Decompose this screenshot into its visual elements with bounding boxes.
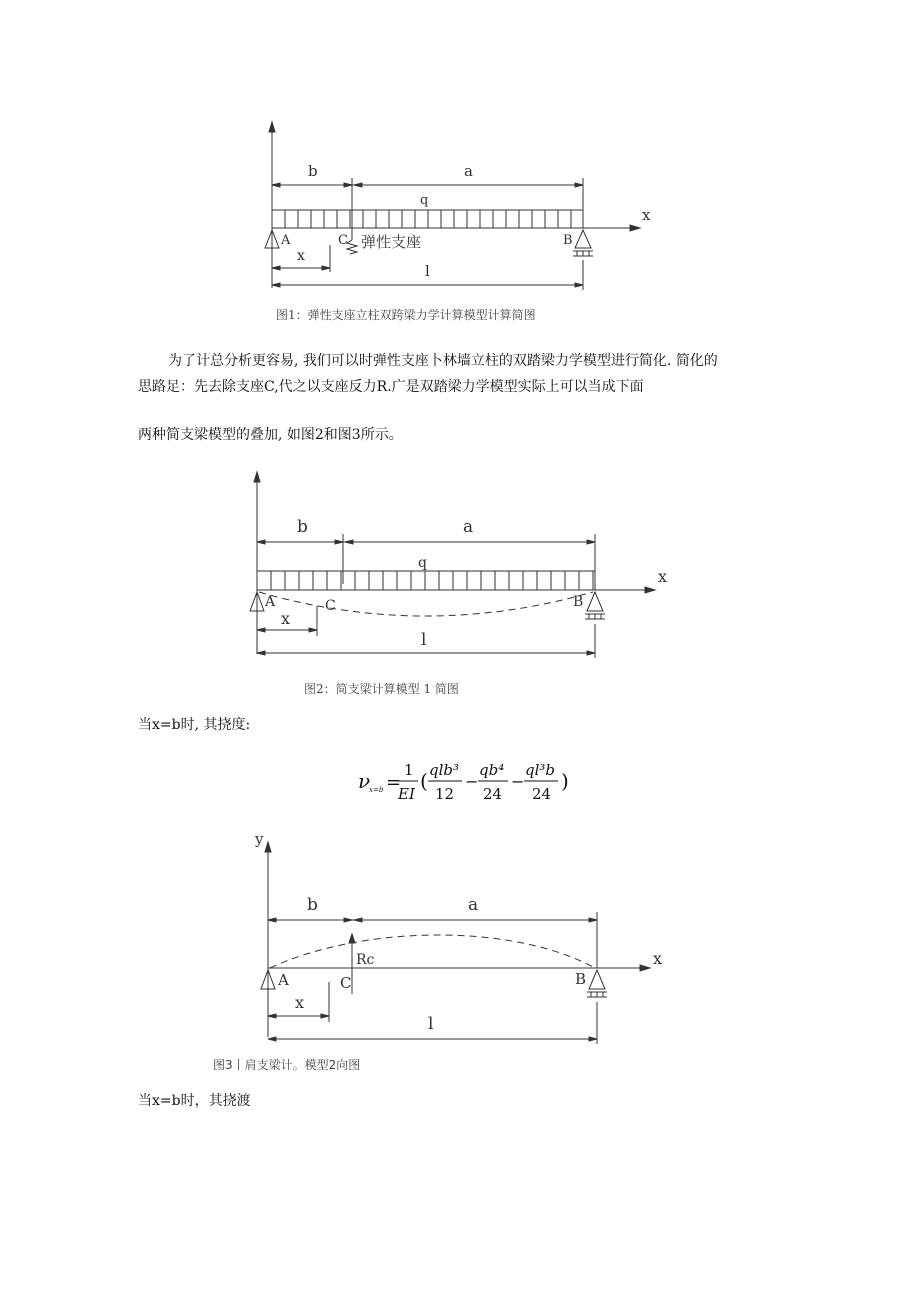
fig2-label-C: C <box>325 598 336 614</box>
formula-t2-den: 24 <box>483 785 503 803</box>
formula-t1-num: qlb³ <box>429 761 460 779</box>
fig3-label-C: C <box>340 974 352 992</box>
fig2-label-q: q <box>418 555 427 571</box>
figure-3-caption: 图3丨肩支梁计。模型2向图 <box>213 1058 361 1072</box>
fig2-axis-x: x <box>658 567 668 586</box>
paragraph-1-line-2: 思路足：先去除支座C,代之以支座反力R.广是双踏梁力学模型实际上可以当成下面 <box>138 379 644 395</box>
fig3-label-Rc: Rc <box>356 952 375 968</box>
fig3-axis-y: y <box>255 830 264 848</box>
formula-t3-num: ql³b <box>525 761 556 779</box>
when-xb-text-2: 当x=b时，其挠渡 <box>138 1093 251 1109</box>
fig2-label-x: x <box>281 609 291 628</box>
figure-1-diagram <box>250 110 680 300</box>
formula-minus-1: − <box>465 772 479 791</box>
figure-1-caption: 图1：弹性支座立柱双跨梁力学计算模型计算简图 <box>276 308 536 322</box>
figure-3-diagram <box>240 822 680 1057</box>
fig1-axis-x: x <box>642 206 651 224</box>
fig1-label-b: b <box>308 162 318 180</box>
formula-t3-den: 24 <box>532 785 552 803</box>
fig2-label-B: B <box>573 594 584 610</box>
fig1-label-x: x <box>297 248 305 264</box>
fig3-label-a: a <box>468 895 479 915</box>
fig1-label-q: q <box>420 193 429 208</box>
paragraph-1 <box>138 348 778 400</box>
fig2-label-A: A <box>265 594 276 610</box>
formula-t2-num: qb⁴ <box>479 761 505 779</box>
fig3-label-x: x <box>295 993 305 1012</box>
fig3-label-A: A <box>278 971 289 989</box>
paragraph-2: 两种简支梁模型的叠加, 如图2和图3所示。 <box>138 427 403 443</box>
fig3-axis-x: x <box>653 949 663 968</box>
fig3-label-l: l <box>428 1014 434 1034</box>
fig3-label-b: b <box>307 895 318 915</box>
when-xb-text-1: 当x=b时, 其挠度: <box>138 717 251 733</box>
deflection-formula <box>358 758 598 806</box>
formula-close-paren: ) <box>561 769 569 793</box>
fig1-label-a: a <box>464 162 473 180</box>
figure-1 <box>250 110 680 300</box>
formula-eq: = <box>386 772 402 793</box>
fig1-label-spring: 弹性支座 <box>361 233 422 251</box>
fig3-label-B: B <box>575 970 587 988</box>
fig1-label-A: A <box>281 233 291 248</box>
fig1-label-l: l <box>425 262 430 280</box>
figure-2-diagram <box>235 468 685 668</box>
formula-open-paren: ( <box>420 769 428 793</box>
fig1-label-B: B <box>563 233 573 248</box>
figure-3 <box>240 822 680 1057</box>
formula-lhs-sub: x=b <box>369 786 384 794</box>
formula-t1-den: 12 <box>435 785 455 803</box>
paragraph-1-line-1: 为了计总分析更容易, 我们可以时弹性支座卜林墙立柱的双踏梁力学模型进行简化. 简化的 <box>168 353 718 369</box>
formula-coef-num: 1 <box>404 761 414 779</box>
figure-2-caption: 图2：简支梁计算模型 1 简图 <box>304 682 459 696</box>
formula-coef-den: EI <box>398 785 415 803</box>
figure-2 <box>235 468 685 668</box>
fig2-label-l: l <box>421 630 427 650</box>
fig2-label-a: a <box>463 517 474 537</box>
deflection-formula-svg <box>358 758 598 806</box>
formula-lhs: ν <box>358 769 371 793</box>
formula-minus-2: − <box>511 772 525 791</box>
fig2-label-b: b <box>297 517 308 537</box>
fig1-label-C: C <box>338 233 348 248</box>
